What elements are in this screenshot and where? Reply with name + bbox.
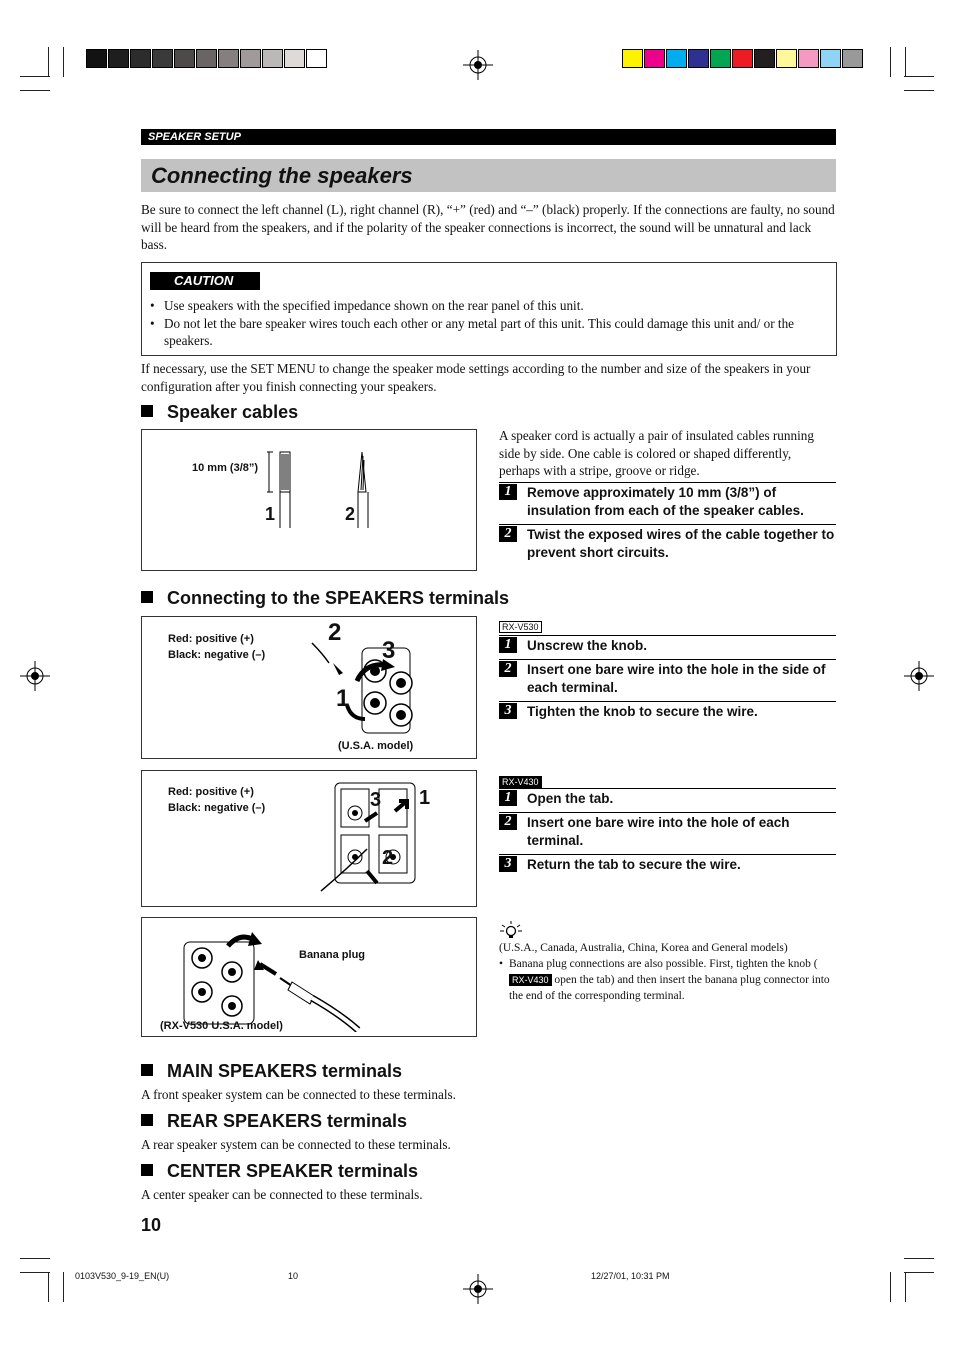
figure-number: 1 (336, 685, 350, 712)
registration-mark-icon (904, 661, 934, 691)
step-number: 3 (499, 856, 517, 872)
step-text: Twist the exposed wires of the cable together to prevent short circuits. (527, 527, 835, 560)
calibration-swatch (622, 49, 643, 68)
calibration-swatch (798, 49, 819, 68)
caution-list: • Use speakers with the specified impedance shown on the rear panel of this unit. • Do not let the bare speaker wires touch each other or any metal part of this unit. This could damage this unit and/ or the speakers. (150, 297, 830, 350)
calibration-swatch (820, 49, 841, 68)
center-speaker-text: A center speaker can be connected to these terminals. (141, 1187, 423, 1202)
registration-mark-icon (20, 661, 50, 691)
speaker-cables-heading: Speaker cables (141, 402, 298, 423)
calibration-swatch (218, 49, 239, 68)
calibration-swatch (196, 49, 217, 68)
figure-number: 2 (328, 619, 342, 646)
main-speakers-text: A front speaker system can be connected to these terminals. (141, 1087, 456, 1102)
step-text: Tighten the knob to secure the wire. (527, 704, 758, 719)
calibration-swatch (644, 49, 665, 68)
dimension-label: 10 mm (3/8”) (192, 462, 259, 474)
figure-number: 3 (370, 789, 382, 811)
footer-file: 0103V530_9-19_EN(U) (75, 1271, 170, 1281)
step-text: Unscrew the knob. (527, 638, 648, 653)
v430-step (499, 854, 836, 874)
caution-item: Use speakers with the specified impedance shown on the rear panel of this unit. (164, 298, 584, 313)
footer-date: 12/27/01, 10:31 PM (591, 1271, 670, 1281)
step-number: 3 (499, 703, 517, 719)
v530-step (499, 635, 836, 655)
step-text: Return the tab to secure the wire. (527, 857, 741, 872)
page-title: Connecting the speakers (141, 159, 836, 192)
step-number: 1 (499, 484, 517, 500)
page-number: 10 (141, 1215, 162, 1235)
calibration-swatch (666, 49, 687, 68)
lightbulb-icon (500, 921, 522, 939)
step-number: 1 (499, 790, 517, 806)
calibration-swatch (776, 49, 797, 68)
calibration-swatch (240, 49, 261, 68)
banana-plug-label: Banana plug (299, 949, 366, 961)
v430-step (499, 788, 836, 808)
speaker-cables-figure (141, 429, 477, 571)
calibration-swatch (842, 49, 863, 68)
v530-step (499, 701, 836, 721)
banana-plug-figure (141, 917, 477, 1037)
red-positive-label: Red: positive (+) (168, 786, 254, 798)
calibration-swatch (152, 49, 173, 68)
step-number: 2 (499, 661, 517, 677)
center-speaker-heading: CENTER SPEAKER terminals (141, 1161, 418, 1182)
rx-v530-terminal-figure (141, 616, 477, 759)
black-negative-label: Black: negative (–) (168, 649, 266, 661)
step-text: Open the tab. (527, 791, 614, 806)
section-header: SPEAKER SETUP (141, 129, 836, 145)
step-number: 1 (499, 637, 517, 653)
calibration-swatch (284, 49, 305, 68)
rx-v530-tag: RX-V530 (499, 617, 542, 635)
calibration-swatch (262, 49, 283, 68)
step-number: 2 (499, 814, 517, 830)
rx-v430-tag: RX-V430 (499, 772, 542, 790)
caution-item: Do not let the bare speaker wires touch each other or any metal part of this unit. This could damage this unit and/ or the speakers. (164, 315, 795, 348)
step-text: Insert one bare wire into the hole of each terminal. (527, 815, 790, 848)
black-negative-label: Black: negative (–) (168, 802, 266, 814)
tip-text: • Banana plug connections are also possible. First, tighten the knob (RX-V430 open the tab) and then insert the banana plug connector into the end of the corresponding terminal. (499, 958, 830, 1002)
calibration-swatch (130, 49, 151, 68)
v430-step (499, 812, 836, 850)
terminals-heading: Connecting to the SPEAKERS terminals (141, 588, 509, 609)
figure-number: 3 (382, 637, 396, 664)
banana-plug-illustration (180, 926, 370, 1032)
cable-step (499, 524, 836, 562)
calibration-swatch (754, 49, 775, 68)
cable-step (499, 482, 836, 520)
registration-mark-icon (463, 50, 493, 80)
model-caption: (U.S.A. model) (338, 740, 414, 752)
figure-number: 2 (382, 847, 394, 869)
intro-paragraph: Be sure to connect the left channel (L), right channel (R), “+” (red) and “–” (black) properly. If the connections are faulty, no sound will be heard from the speakers, and if the polarity of the speaker connections is incorrect, the sound will be unnatural and lack bass. (141, 202, 835, 252)
figure-number: 2 (345, 504, 356, 524)
rear-speakers-text: A rear speaker system can be connected to these terminals. (141, 1137, 451, 1152)
speaker-cord-description: A speaker cord is actually a pair of insulated cables running side by side. One cable is colored or shaped differently, perhaps with a stripe, groove or ridge. (499, 428, 814, 478)
calibration-swatch (306, 49, 327, 68)
calibration-swatch (710, 49, 731, 68)
rx-v430-terminal-figure (141, 770, 477, 907)
calibration-swatch (108, 49, 129, 68)
calibration-swatch (86, 49, 107, 68)
rear-speakers-heading: REAR SPEAKERS terminals (141, 1111, 407, 1132)
model-caption: (RX-V530 U.S.A. model) (160, 1020, 283, 1032)
caution-label: CAUTION (150, 272, 260, 290)
step-number: 2 (499, 526, 517, 542)
footer-page: 10 (288, 1271, 299, 1281)
step-text: Remove approximately 10 mm (3/8”) of insulation from each of the speaker cables. (527, 485, 804, 518)
v530-step (499, 659, 836, 697)
set-menu-note: If necessary, use the SET MENU to change the speaker mode settings according to the number and size of the speakers in your configuration after you finish connecting your speakers. (141, 361, 811, 394)
figure-number: 1 (419, 787, 431, 809)
main-speakers-heading: MAIN SPEAKERS terminals (141, 1061, 402, 1082)
screw-terminal-illustration (307, 623, 427, 741)
step-text: Insert one bare wire into the hole in the side of each terminal. (527, 662, 826, 695)
caution-box (141, 262, 837, 356)
red-positive-label: Red: positive (+) (168, 633, 254, 645)
registration-mark-icon (463, 1274, 493, 1304)
calibration-swatch (688, 49, 709, 68)
calibration-swatch (732, 49, 753, 68)
figure-number: 1 (265, 504, 276, 524)
calibration-swatch (174, 49, 195, 68)
stripped-cable-illustration (267, 448, 387, 530)
tip-models: (U.S.A., Canada, Australia, China, Korea and General models) (499, 942, 788, 954)
